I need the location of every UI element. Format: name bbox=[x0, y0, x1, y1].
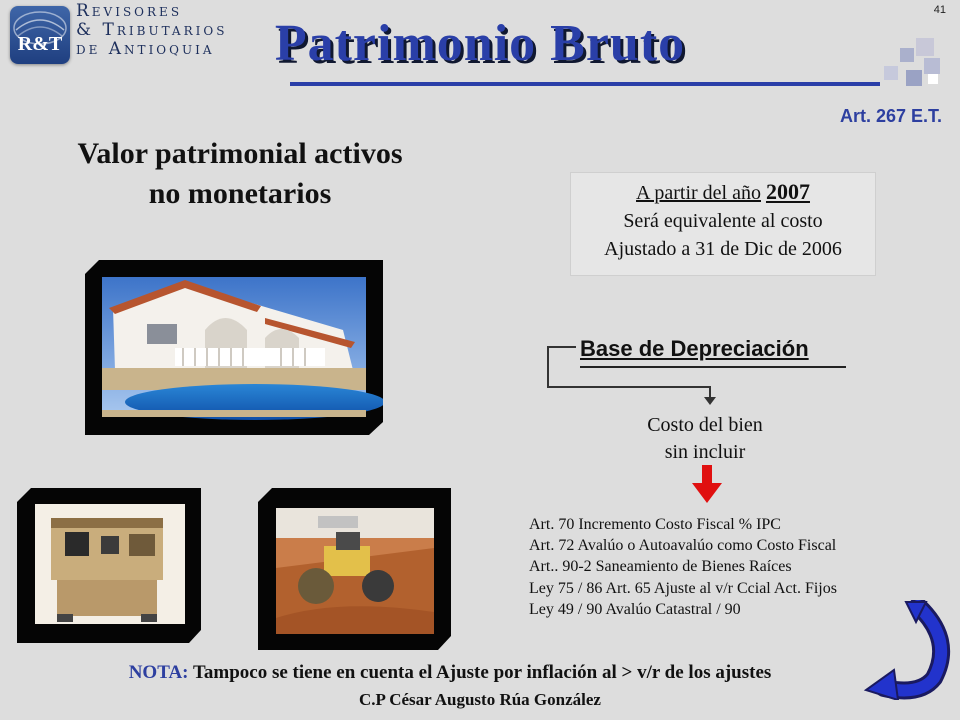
logo-line-1: Revisores bbox=[76, 1, 183, 21]
articles-list bbox=[529, 514, 837, 620]
construction-photo bbox=[258, 488, 451, 650]
curved-arrow-icon bbox=[862, 600, 952, 700]
note-box-line-3: Ajustado a 31 de Dic de 2006 bbox=[604, 238, 842, 260]
nota-label: NOTA: bbox=[128, 662, 189, 683]
machine-photo bbox=[17, 488, 201, 643]
note-box-year: 2007 bbox=[765, 179, 810, 204]
logo-line-3: de Antioquia bbox=[76, 39, 215, 59]
decorative-squares-icon bbox=[876, 36, 946, 88]
note-box-prefix: A partir del año bbox=[636, 182, 761, 204]
logo-badge bbox=[10, 6, 70, 64]
heading-line-1: Valor patrimonial activos bbox=[77, 137, 403, 170]
slide-number: 41 bbox=[933, 4, 946, 16]
article-item: Art.. 90-2 Saneamiento de Bienes Raíces bbox=[529, 558, 792, 576]
note-box-2007 bbox=[570, 172, 876, 276]
article-reference: Art. 267 E.T. bbox=[839, 106, 942, 126]
costo-line-1: Costo del bien bbox=[647, 414, 763, 436]
section-heading bbox=[40, 134, 440, 214]
article-item: Ley 75 / 86 Art. 65 Ajuste al v/r Ccial Act. Fijos bbox=[529, 579, 837, 597]
footer-author: C.P César Augusto Rúa González bbox=[359, 690, 601, 709]
page-title: Patrimonio Bruto bbox=[274, 15, 686, 72]
nota bbox=[10, 662, 890, 684]
base-depreciacion-underline bbox=[580, 366, 846, 368]
title-underline bbox=[290, 82, 880, 86]
logo-line-2: & Tributarios bbox=[76, 20, 228, 40]
nota-text: Tampoco se tiene en cuenta el Ajuste por inflación al > v/r de los ajustes bbox=[192, 662, 772, 683]
costo-del-bien bbox=[600, 412, 810, 466]
red-down-arrow-icon bbox=[692, 465, 722, 505]
base-depreciacion-label: Base de Depreciación bbox=[580, 336, 809, 361]
house-photo bbox=[85, 260, 383, 435]
article-item: Art. 72 Avalúo o Autoavalúo como Costo Fiscal bbox=[529, 537, 837, 555]
article-item: Art. 70 Incremento Costo Fiscal % IPC bbox=[529, 516, 781, 533]
heading-line-2: no monetarios bbox=[148, 177, 332, 210]
costo-line-2: sin incluir bbox=[664, 441, 746, 463]
note-box-line-2: Será equivalente al costo bbox=[623, 210, 823, 232]
article-item: Ley 49 / 90 Avalúo Catastral / 90 bbox=[529, 600, 741, 618]
logo-badge-text: R&T bbox=[17, 33, 63, 55]
globe-icon bbox=[10, 6, 70, 64]
